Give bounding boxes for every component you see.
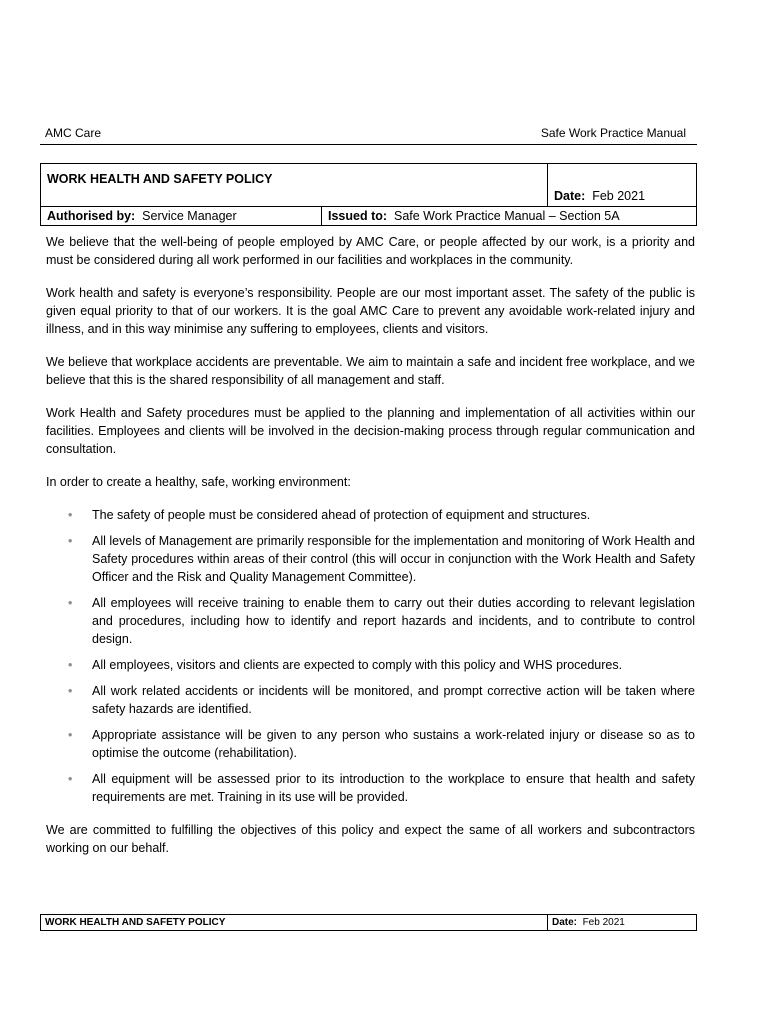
paragraph-4: Work Health and Safety procedures must be applied to the planning and implementation of all activities within our facilities. Employees and clients will be involved in the decision-making process through regular communication and consultation. (46, 406, 695, 456)
bullet-icon: • (68, 658, 73, 672)
authorised-by-cell (41, 207, 322, 226)
paragraph-3: We believe that workplace accidents are preventable. We aim to maintain a safe and incident free workplace, and we believe that this is the shared responsibility of all management and staff. (46, 355, 695, 387)
bullet-item (46, 594, 695, 648)
bullet-text: Appropriate assistance will be given to any person who sustains a work-related injury or disease so as to optimise the outcome (rehabilitation). (92, 728, 695, 760)
policy-date-label: Date: (554, 189, 586, 203)
closing-paragraph: We are committed to fulfilling the objectives of this policy and expect the same of all workers and subcontractors working on our behalf. (46, 823, 695, 855)
paragraph-1: We believe that the well-being of people employed by AMC Care, or people affected by our work, is a priority and must be considered during all work performed in our facilities and workplaces in the community. (46, 235, 695, 267)
footer-date-value: Feb 2021 (582, 917, 625, 928)
bullet-text: The safety of people must be considered ahead of protection of equipment and structures. (92, 508, 591, 522)
authorised-by-value: Service Manager (142, 209, 237, 223)
bullet-text: All levels of Management are primarily responsible for the implementation and monitoring of Work Health and Safety procedures within areas of their control (this will occur in conjunction with the Work Health and Safety Officer and the Risk and Quality Management Committee). (92, 534, 695, 584)
bullet-text: All work related accidents or incidents will be monitored, and prompt corrective action will be taken where safety hazards are identified. (92, 684, 695, 716)
policy-bullet-list (46, 506, 695, 806)
issued-to-label: Issued to: (328, 209, 388, 223)
bullet-icon: • (68, 534, 73, 548)
footer-date-label: Date: (552, 917, 578, 928)
bullet-icon: • (68, 684, 73, 698)
bullet-item (46, 506, 695, 524)
header-divider (40, 144, 697, 145)
bullet-text: All equipment will be assessed prior to its introduction to the workplace to ensure that health and safety requirements are met. Training in its use will be provided. (92, 772, 695, 804)
issued-to-value: Safe Work Practice Manual – Section 5A (394, 209, 620, 223)
policy-title: WORK HEALTH AND SAFETY POLICY (41, 164, 548, 207)
issued-to-cell (322, 207, 697, 226)
bullet-item (46, 682, 695, 718)
paragraph-5: In order to create a healthy, safe, working environment: (46, 475, 351, 489)
paragraph-2: Work health and safety is everyone’s responsibility. People are our most important asset. The safety of the public is given equal priority to that of our workers. It is the goal AMC Care to prevent any avoidable work-related injury and illness, and in this way minimise any suffering to employees, clients and visitors. (46, 286, 695, 336)
bullet-icon: • (68, 596, 73, 610)
bullet-item (46, 532, 695, 586)
policy-date-value: Feb 2021 (592, 189, 646, 203)
bullet-item (46, 656, 695, 674)
policy-body (46, 233, 695, 872)
footer-date-cell (548, 915, 697, 931)
authorised-by-label: Authorised by: (47, 209, 136, 223)
bullet-icon: • (68, 772, 73, 786)
bullet-text: All employees will receive training to enable them to carry out their duties according to relevant legislation and procedures, including how to identify and report hazards and incidents, and to contribute to control design. (92, 596, 695, 646)
bullet-icon: • (68, 508, 73, 522)
header-organization: AMC Care (45, 126, 102, 140)
bullet-icon: • (68, 728, 73, 742)
footer-policy-title: WORK HEALTH AND SAFETY POLICY (41, 915, 548, 931)
footer-table (40, 914, 697, 931)
bullet-text: All employees, visitors and clients are expected to comply with this policy and WHS procedures. (92, 658, 623, 672)
bullet-item (46, 770, 695, 806)
header-manual-title: Safe Work Practice Manual (540, 126, 686, 140)
policy-date-cell (548, 164, 697, 207)
bullet-item (46, 726, 695, 762)
policy-info-table (40, 163, 697, 226)
